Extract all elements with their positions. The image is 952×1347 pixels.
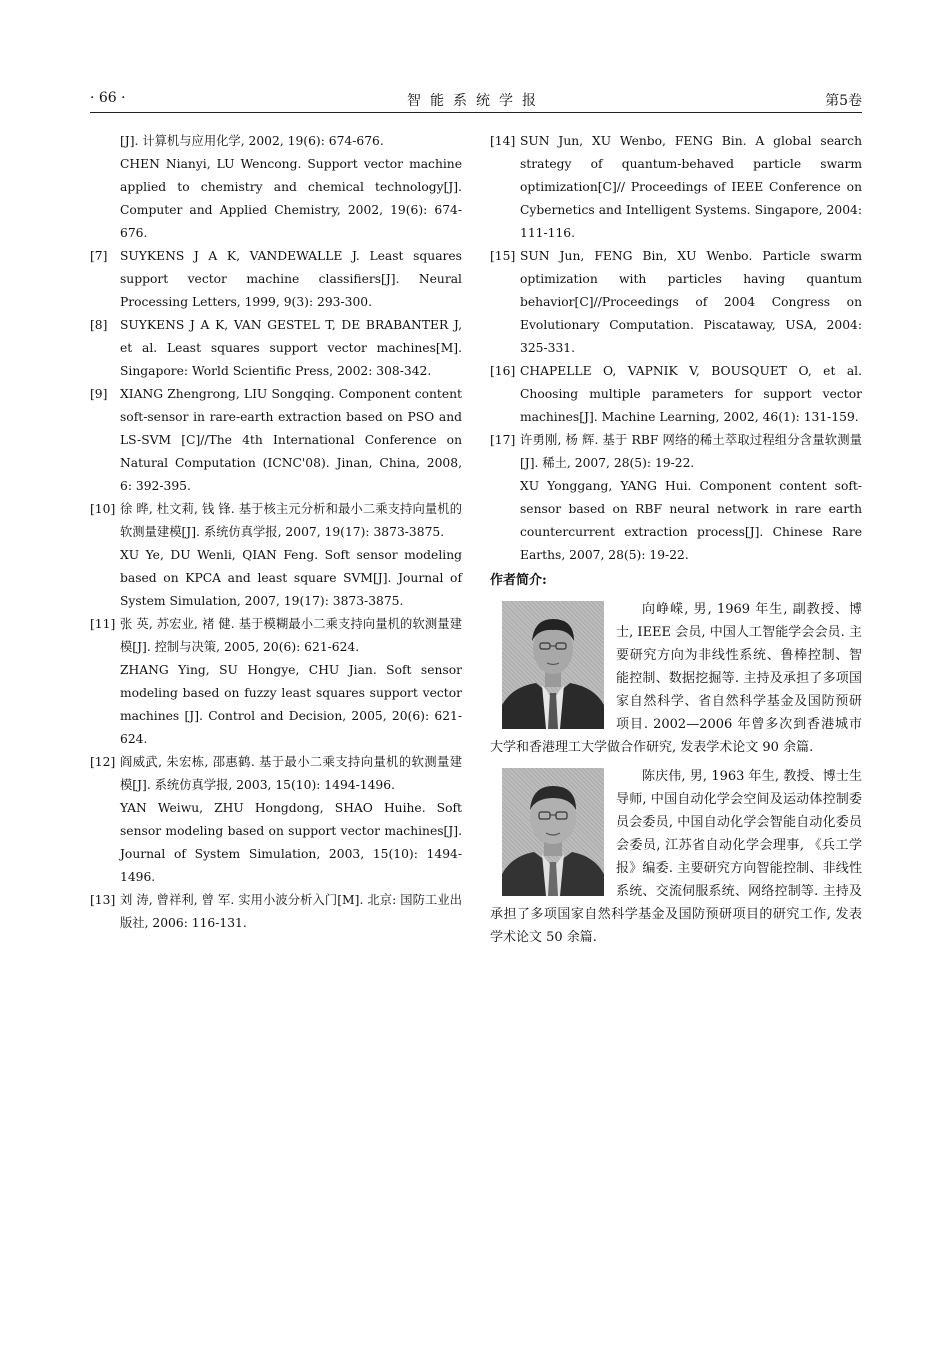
reference-text-english: XU Yonggang, YANG Hui. Component content soft-sensor based on RBF neural network in rare earth countercurrent extraction process[J]. Chinese Rare Earths, 2007, 28(5): 19-22. [520, 479, 862, 562]
author-bio-1-text: 向峥嵘, 男, 1969 年生, 副教授、博士, IEEE 会员, 中国人工智能学会会员. 主要研究方向为非线性系统、鲁棒控制、智能控制、数据挖掘等. 主持及承担了多项国家自然科学、省自然科学基金及国防预研项目. 2002—2006 年曾多次到香港城市大学和香港理工大学做合作研究, 发表学术论文 90 余篇. [490, 602, 862, 755]
reference-r17 [490, 429, 862, 567]
author-bio-1 [490, 598, 862, 759]
reference-number: [17] [490, 433, 516, 447]
reference-text-chinese: 阎威武, 朱宏栋, 邵惠鹤. 基于最小二乘支持向量机的软测量建模[J]. 系统仿真学报, 2003, 15(10): 1494-1496. [120, 755, 462, 792]
reference-r14 [490, 130, 862, 245]
reference-number: [11] [90, 617, 116, 631]
page-number: · 66 · [90, 90, 126, 106]
reference-number: [7] [90, 249, 108, 263]
reference-text-english: ZHANG Ying, SU Hongye, CHU Jian. Soft sensor modeling based on fuzzy least squares support vector machines [J]. Control and Decision, 2005, 20(6): 621-624. [120, 663, 462, 746]
reference-text-chinese: 许勇刚, 杨 辉. 基于 RBF 网络的稀土萃取过程组分含量软测量[J]. 稀土, 2007, 28(5): 19-22. [520, 433, 862, 470]
author-bio-2-text: 陈庆伟, 男, 1963 年生, 教授、博士生导师, 中国自动化学会空间及运动体控制委员会委员, 中国自动化学会智能自动化委员会委员, 江苏省自动化学会理事, 《兵工学报》编委. 主要研究方向智能控制、非线性系统、交流伺服系统、网络控制等. 主持及承担了多项国家自然科学基金及国防预研项目的研究工作, 发表学术论文 50 余篇. [490, 769, 862, 945]
author-bio-2 [490, 765, 862, 949]
reference-text-chinese: 刘 涛, 曾祥利, 曾 军. 实用小波分析入门[M]. 北京: 国防工业出版社, 2006: 116-131. [120, 893, 462, 930]
journal-title: 智能系统学报 [407, 93, 545, 109]
reference-r15 [490, 245, 862, 360]
reference-text-english: CHAPELLE O, VAPNIK V, BOUSQUET O, et al. Choosing multiple parameters for support vector machines[J]. Machine Learning, 2002, 46(1): 131-159. [520, 364, 862, 424]
reference-r13 [90, 889, 462, 935]
reference-text-english: SUYKENS J A K, VAN GESTEL T, DE BRABANTER J, et al. Least squares support vector machines[M]. Singapore: World Scientific Press, 2002: 308-342. [120, 318, 462, 378]
right-column [490, 130, 862, 949]
reference-number: [8] [90, 318, 108, 332]
left-column [90, 130, 462, 935]
reference-r7 [90, 245, 462, 314]
reference-text-english: SUN Jun, XU Wenbo, FENG Bin. A global search strategy of quantum-behaved particle swarm optimization[C]// Proceedings of IEEE Conference on Cybernetics and Intelligent Systems. Singapore, 2004: 111-116. [520, 134, 862, 240]
author-photo-2 [502, 768, 604, 896]
reference-text-english: YAN Weiwu, ZHU Hongdong, SHAO Huihe. Soft sensor modeling based on support vector machines[J]. Journal of System Simulation, 2003, 15(10): 1494-1496. [120, 801, 462, 884]
author-intro-heading: 作者简介: [490, 573, 547, 588]
reference-r9 [90, 383, 462, 498]
reference-number: [10] [90, 502, 116, 516]
page-header [90, 88, 862, 113]
reference-number: [16] [490, 364, 516, 378]
reference-r16 [490, 360, 862, 429]
reference-r10 [90, 498, 462, 613]
reference-number: [14] [490, 134, 516, 148]
volume-label: 第5卷 [825, 93, 862, 109]
reference-r11 [90, 613, 462, 751]
reference-text-english: XU Ye, DU Wenli, QIAN Feng. Soft sensor modeling based on KPCA and least square SVM[J]. Journal of System Simulation, 2007, 19(17): 3873-3875. [120, 548, 462, 608]
reference-text-english: SUYKENS J A K, VANDEWALLE J. Least squares support vector machine classifiers[J]. Neural Processing Letters, 1999, 9(3): 293-300. [120, 249, 462, 309]
reference-number: [13] [90, 893, 116, 907]
reference-text-english: XIANG Zhengrong, LIU Songqing. Component content soft-sensor in rare-earth extraction based on PSO and LS-SVM [C]//The 4th International Conference on Natural Computation (ICNC'08). Jinan, China, 2008, 6: 392-395. [120, 387, 462, 493]
right-references [490, 130, 862, 567]
reference-text-chinese: 张 英, 苏宏业, 褚 健. 基于模糊最小二乘支持向量机的软测量建模[J]. 控制与决策, 2005, 20(6): 621-624. [120, 617, 462, 654]
reference-number: [15] [490, 249, 516, 263]
reference-text-english: SUN Jun, FENG Bin, XU Wenbo. Particle swarm optimization with particles having quantum behavior[C]//Proceedings of 2004 Congress on Evolutionary Computation. Piscataway, USA, 2004: 325-331. [520, 249, 862, 355]
reference-number: [12] [90, 755, 116, 769]
reference-number: [9] [90, 387, 108, 401]
reference-r12 [90, 751, 462, 889]
reference-text-chinese: 徐 晔, 杜文莉, 钱 锋. 基于核主元分析和最小二乘支持向量机的软测量建模[J]. 系统仿真学报, 2007, 19(17): 3873-3875. [120, 502, 462, 539]
reference-r8 [90, 314, 462, 383]
reference-r6c [90, 130, 462, 245]
author-photo-1 [502, 601, 604, 729]
reference-text-chinese: [J]. 计算机与应用化学, 2002, 19(6): 674-676. [120, 134, 384, 148]
reference-text-english: CHEN Nianyi, LU Wencong. Support vector machine applied to chemistry and chemical technology[J]. Computer and Applied Chemistry, 2002, 19(6): 674-676. [120, 157, 462, 240]
